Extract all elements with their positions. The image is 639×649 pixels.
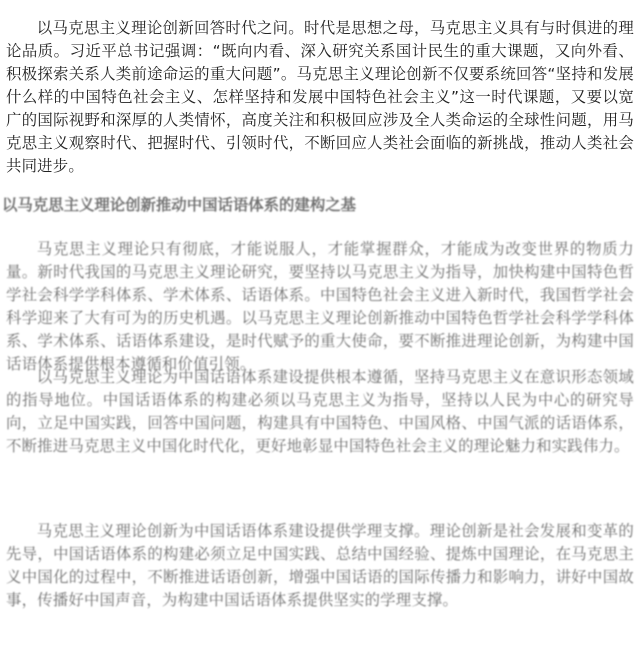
article-paragraph: 马克思主义理论只有彻底，才能说服人，才能掌握群众，才能成为改变世界的物质力量。新时代我国的马克思主义理论研究，要坚持以马克思主义为指导，加快构建中国特色哲学社会科学学科体系、学术体系、话语体系。中国特色社会主义进入新时代，我国哲学社会科学迎来了大有可为的历史机遇。以马克思主义理论创新推动中国特色哲学社会科学学科体系、学术体系、话语体系建设，是时代赋予的重大使命，要不断推进理论创新，为构建中国话语体系提供根本遵循和价值引领。 — [6, 240, 634, 373]
article-paragraph: 以马克思主义理论为中国话语体系建设提供根本遵循，坚持马克思主义在意识形态领域的指导地位。中国话语体系的构建必须以马克思主义为指导，坚持以人民为中心的研究导向，立足中国实践，回答中国问题，构建具有中国特色、中国风格、中国气派的话语体系，不断推进马克思主义中国化时代化，更好地彰显中国特色社会主义的理论魅力和实践伟力。 — [6, 368, 634, 455]
article-paragraph: 以马克思主义理论创新回答时代之问。时代是思想之母，马克思主义具有与时俱进的理论品质。习近平总书记强调：“既向内看、深入研究关系国计民生的重大课题，又向外看、积极探索关系人类前途命运的重大问题”。马克思主义理论创新不仅要系统回答“坚持和发展什么样的中国特色社会主义、怎样坚持和发展中国特色社会主义”这一时代课题，又要以宽广的国际视野和深厚的人类情怀，高度关注和积极回应涉及全人类命运的全球性问题，用马克思主义观察时代、把握时代、引领时代，不断回应人类社会面临的新挑战，推动人类社会共同进步。 — [6, 19, 634, 175]
article-paragraph: 马克思主义理论创新为中国话语体系建设提供学理支撑。理论创新是社会发展和变革的先导，中国话语体系的构建必须立足中国实践、总结中国经验、提炼中国理论，在马克思主义中国化的过程中，不断推进话语创新，增强中国话语的国际传播力和影响力，讲好中国故事，传播好中国声音，为构建中国话语体系提供坚实的学理支撑。 — [6, 522, 634, 609]
section-heading: 以马克思主义理论创新推动中国话语体系的建构之基 — [2, 196, 356, 214]
